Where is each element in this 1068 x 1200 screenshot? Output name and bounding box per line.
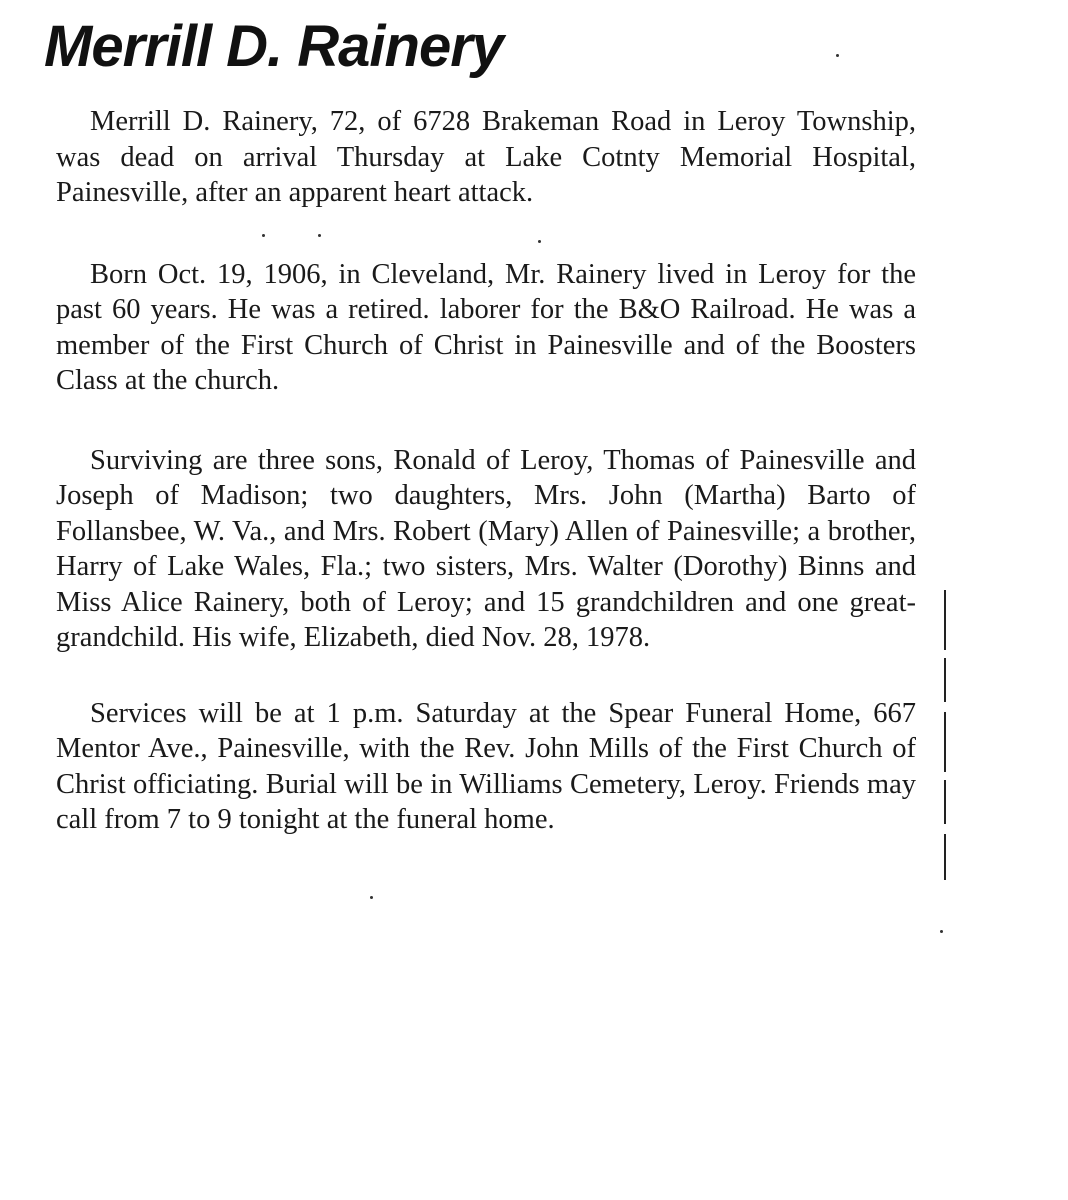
scan-speck: [318, 234, 321, 237]
column-rule: [944, 590, 946, 880]
paragraph-death-notice: Merrill D. Rainery, 72, of 6728 Brakeman Road in Leroy Township, was dead on arrival Thursday at Lake Cotnty Memorial Hospital, Painesville, after an apparent heart attack.: [56, 106, 916, 208]
scan-speck: [538, 240, 541, 243]
scan-speck: [940, 930, 943, 933]
obituary-headline: Merrill D. Rainery: [44, 14, 504, 79]
paragraph-biography: Born Oct. 19, 1906, in Cleveland, Mr. Rainery lived in Leroy for the past 60 years. He was a retired. laborer for the B&O Railroad. He was a member of the First Church of Christ in Painesville and of the Boosters Class at the church.: [56, 258, 916, 396]
paragraph-survivors: Surviving are three sons, Ronald of Leroy, Thomas of Painesville and Joseph of Madison; two daughters, Mrs. John (Martha) Barto of Follansbee, W. Va., and Mrs. Robert (Mary) Allen of Painesville; a brother, Harry of Lake Wales, Fla.; two sisters, Mrs. Walter (Dorothy) Binns and Miss Alice Rainery, both of Leroy; and 15 grandchildren and one great-grandchild. His wife, Elizabeth, died Nov. 28, 1978.: [56, 444, 916, 653]
scan-speck: [836, 54, 839, 57]
scan-speck: [370, 896, 373, 899]
scan-speck: [262, 234, 265, 237]
obituary-body: [56, 104, 916, 838]
paragraph-services: Services will be at 1 p.m. Saturday at the Spear Funeral Home, 667 Mentor Ave., Painesville, with the Rev. John Mills of the First Church of Christ officiating. Burial will be in Williams Cemetery, Leroy. Friends may call from 7 to 9 tonight at the funeral home.: [56, 697, 916, 835]
